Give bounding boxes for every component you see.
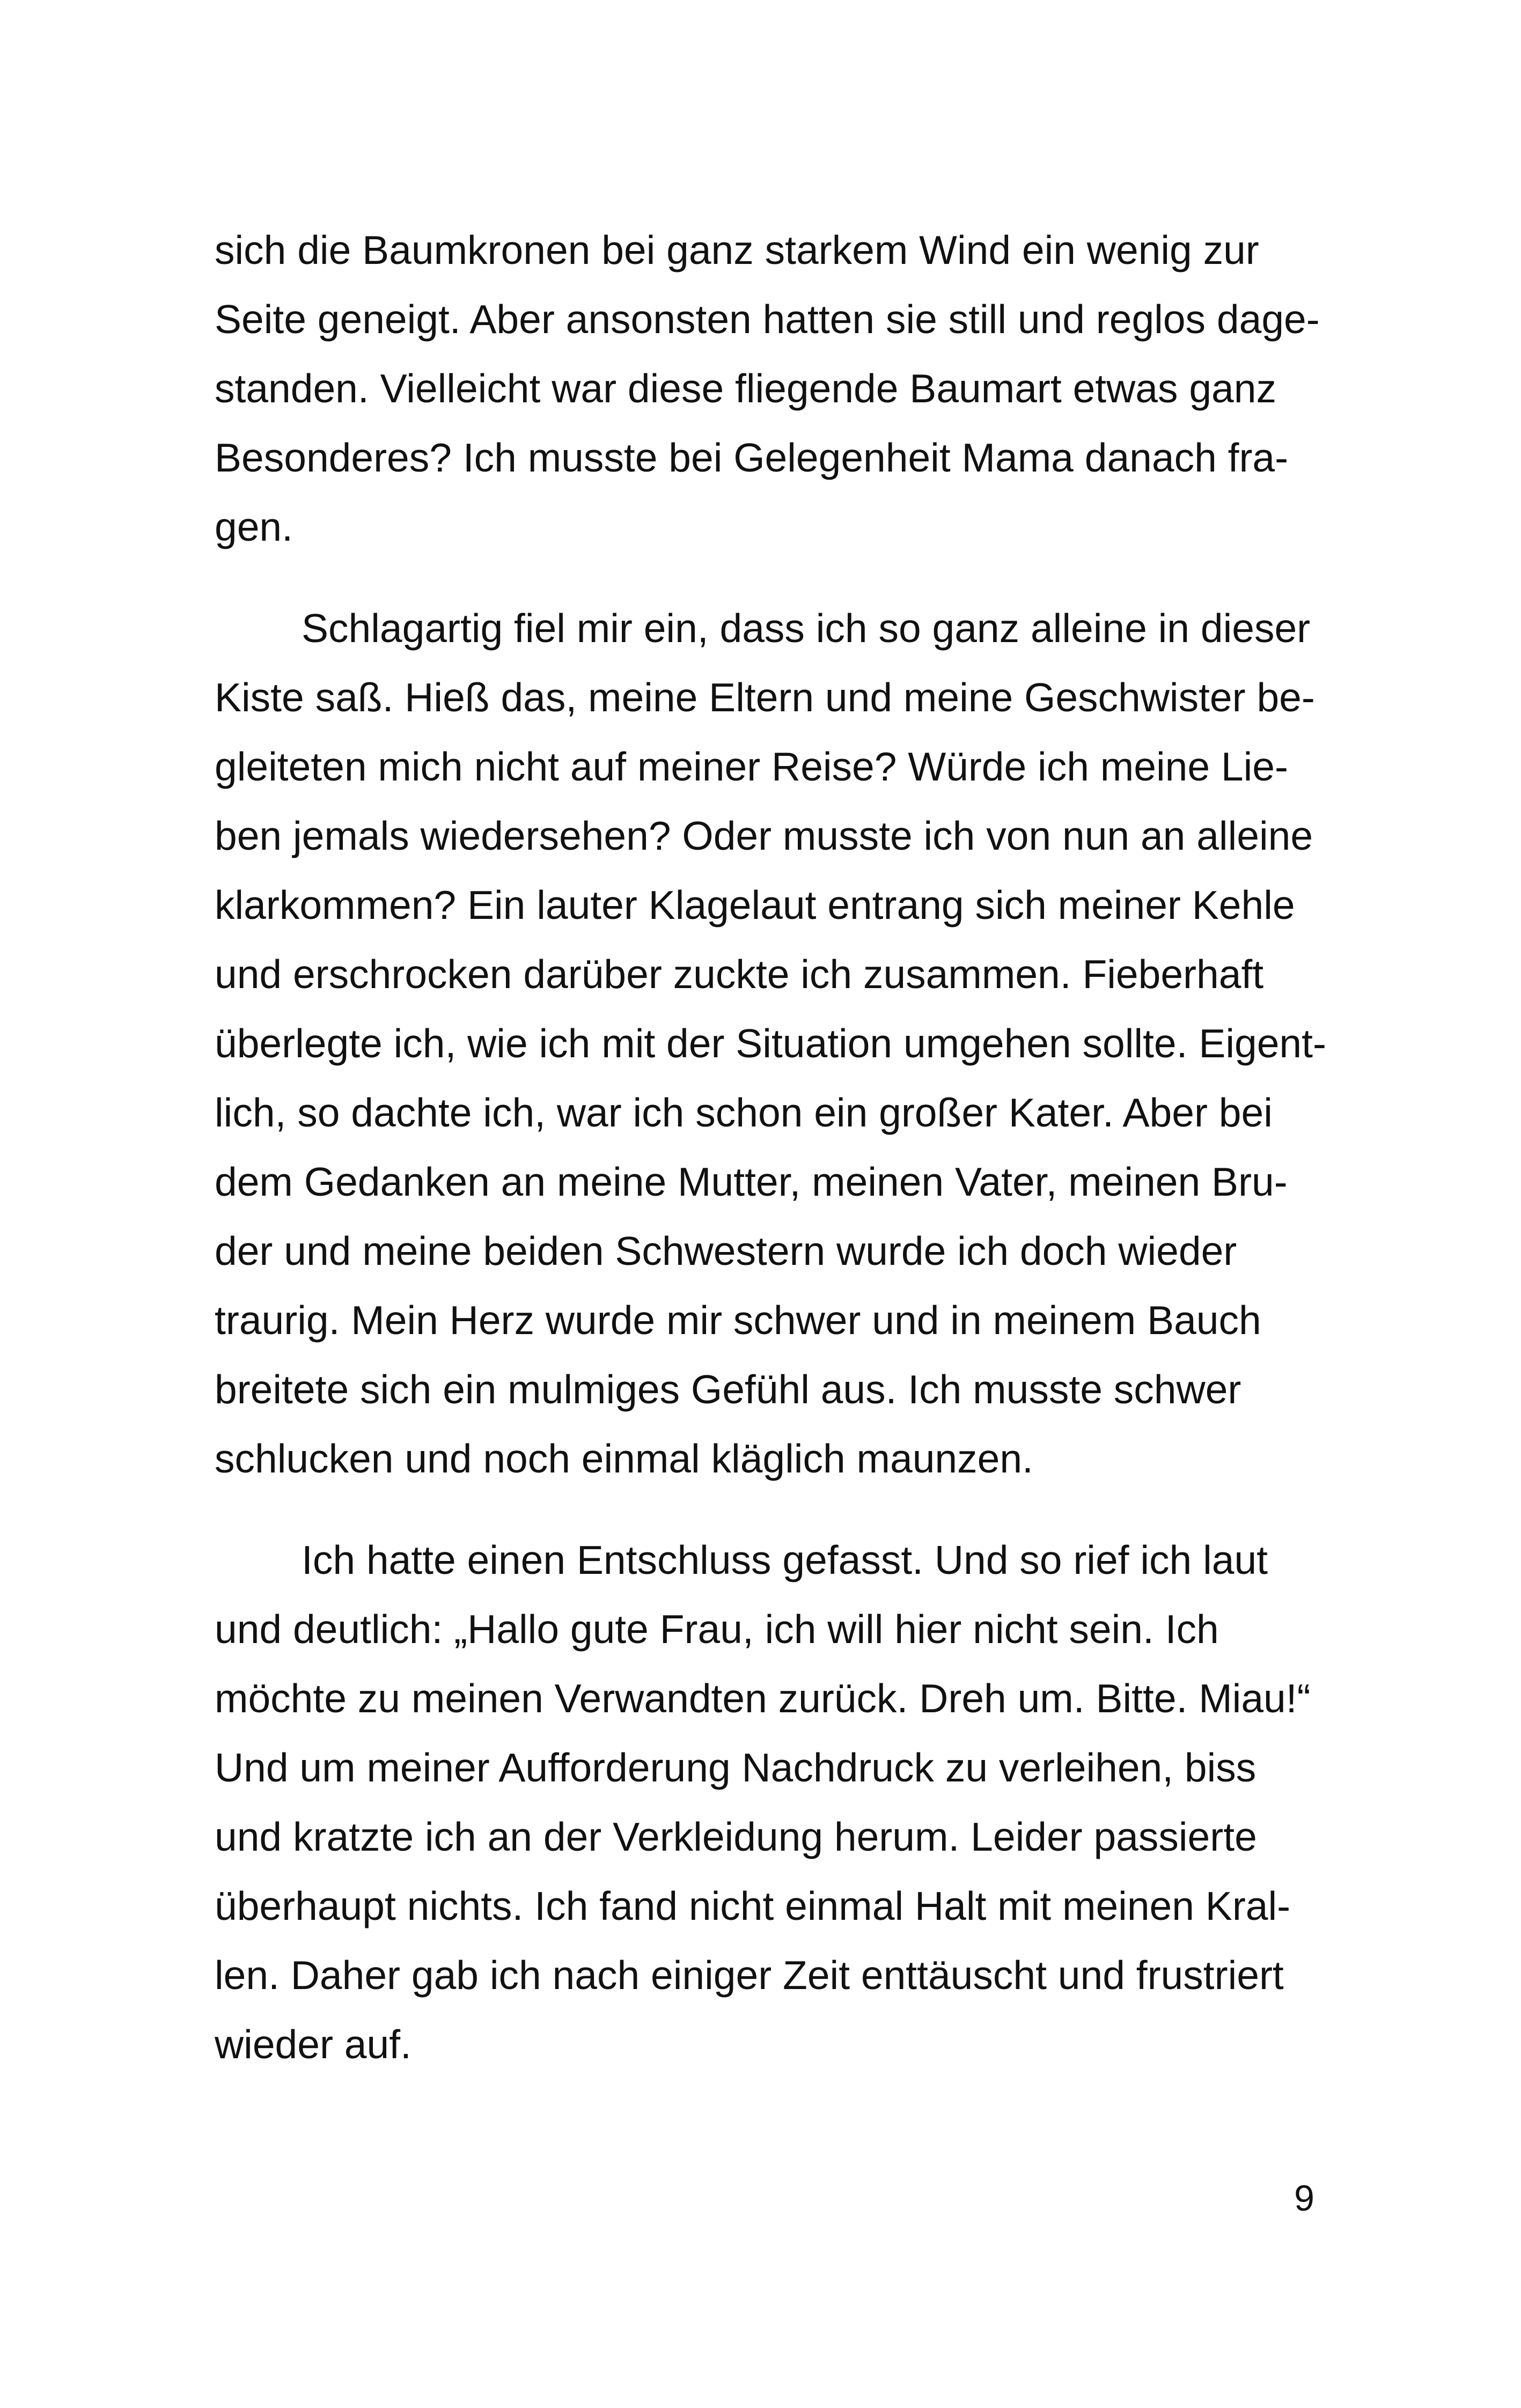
text-line: schlucken und noch einmal kläglich maunzen.	[215, 1436, 1033, 1481]
text-line: überlegte ich, wie ich mit der Situation umgehen sollte. Eigent-	[215, 1021, 1326, 1066]
text-line: Und um meiner Aufforderung Nachdruck zu verleihen, biss	[215, 1745, 1257, 1790]
body-text	[215, 216, 1326, 2079]
text-line: wieder auf.	[215, 2022, 412, 2067]
text-line: und kratzte ich an der Verkleidung herum. Leider passierte	[215, 1814, 1257, 1859]
text-line: klarkommen? Ein lauter Klagelaut entrang sich meiner Kehle	[215, 882, 1295, 927]
text-line: dem Gedanken an meine Mutter, meinen Vater, meinen Bru-	[215, 1159, 1288, 1204]
text-line: Kiste saß. Hieß das, meine Eltern und meine Geschwister be-	[215, 675, 1315, 720]
text-line: len. Daher gab ich nach einiger Zeit enttäuscht und frustriert	[215, 1953, 1284, 1998]
text-line: Seite geneigt. Aber ansonsten hatten sie still und reglos dage-	[215, 297, 1320, 342]
text-line: der und meine beiden Schwestern wurde ich doch wieder	[215, 1228, 1237, 1273]
paragraph-2	[215, 594, 1326, 1493]
text-line: überhaupt nichts. Ich fand nicht einmal Halt mit meinen Kral-	[215, 1883, 1291, 1928]
paragraph-1	[215, 216, 1320, 562]
text-line: Ich hatte einen Entschluss gefasst. Und so rief ich laut	[302, 1537, 1268, 1582]
text-line: sich die Baumkronen bei ganz starkem Wind ein wenig zur	[215, 227, 1259, 273]
text-line: gleiteten mich nicht auf meiner Reise? Würde ich meine Lie-	[215, 744, 1288, 789]
text-line: möchte zu meinen Verwandten zurück. Dreh um. Bitte. Miau!“	[215, 1676, 1311, 1721]
text-line: Besonderes? Ich musste bei Gelegenheit Mama danach fra-	[215, 435, 1289, 480]
text-line: breitete sich ein mulmiges Gefühl aus. Ich musste schwer	[215, 1367, 1241, 1412]
text-line: Schlagartig fiel mir ein, dass ich so ganz alleine in dieser	[302, 606, 1311, 651]
text-line: traurig. Mein Herz wurde mir schwer und in meinem Bauch	[215, 1298, 1261, 1343]
text-line: ben jemals wiedersehen? Oder musste ich von nun an alleine	[215, 813, 1313, 858]
text-line: und deutlich: „Hallo gute Frau, ich will hier nicht sein. Ich	[215, 1607, 1219, 1652]
text-line: gen.	[215, 504, 293, 549]
text-line: standen. Vielleicht war diese fliegende Baumart etwas ganz	[215, 366, 1276, 411]
text-line: lich, so dachte ich, war ich schon ein großer Kater. Aber bei	[215, 1090, 1273, 1135]
text-line: und erschrocken darüber zuckte ich zusammen. Fieberhaft	[215, 952, 1264, 997]
page-number: 9	[1294, 2178, 1314, 2219]
paragraph-3	[215, 1526, 1320, 2079]
